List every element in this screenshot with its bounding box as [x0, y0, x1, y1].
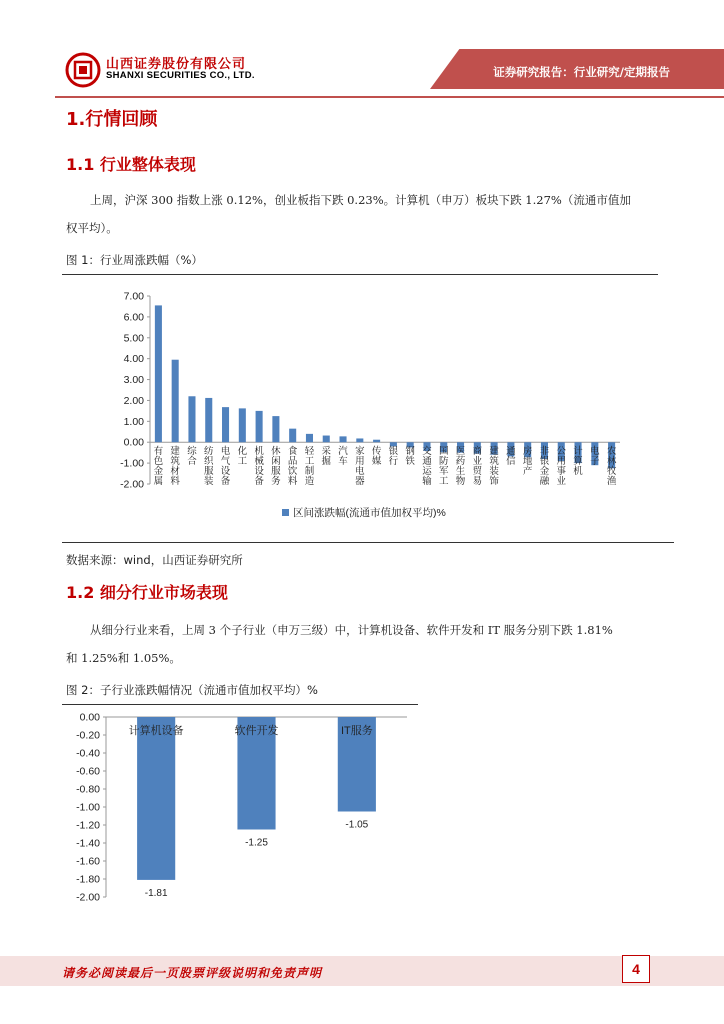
y-tick-label: -0.40: [76, 747, 100, 760]
x-tick-label: 计算机: [573, 446, 583, 478]
x-tick-label: 建筑装饰: [489, 446, 499, 488]
bar: [137, 717, 175, 880]
x-tick-label: 机械设备: [254, 446, 264, 488]
figure-1-top-rule: [62, 274, 658, 275]
bar: [172, 360, 179, 443]
bar: [222, 407, 229, 442]
bar: [306, 434, 313, 442]
company-name-cn: 山西证券股份有限公司: [106, 57, 247, 72]
bar: [340, 436, 347, 442]
bar: [373, 440, 380, 443]
x-tick-label: 食品饮料: [287, 446, 298, 488]
y-tick-label: 3.00: [123, 374, 144, 387]
x-tick-label: 通信: [506, 446, 516, 468]
y-tick-label: -2.00: [76, 891, 100, 904]
y-tick-label: 5.00: [123, 332, 144, 345]
x-tick-label: 建筑材料: [170, 446, 180, 488]
report-tag: 证券研究报告：行业研究/定期报告: [493, 65, 670, 79]
category-label: IT服务: [340, 725, 373, 737]
page-header: [0, 0, 724, 98]
header-divider: [55, 96, 724, 98]
x-tick-label: 电子: [590, 446, 600, 468]
y-tick-label: 2.00: [123, 394, 144, 407]
bar: [289, 429, 296, 443]
legend-label: 区间涨跌幅(流通市值加权平均)%: [293, 507, 446, 519]
section-heading-1: 1.行情回顾: [66, 109, 158, 130]
y-tick-label: -2.00: [120, 478, 144, 491]
paragraph-1-line-1: 上周，沪深 300 指数上涨 0.12%，创业板指下跌 0.23%。计算机（申万）板块下跌 1.27%（流通市值加: [90, 193, 631, 207]
x-tick-label: 电气设备: [220, 446, 231, 488]
y-tick-label: 0.00: [123, 436, 144, 449]
figure-1-bottom-rule: [62, 542, 674, 543]
x-tick-label: 农林牧渔: [606, 446, 617, 488]
paragraph-2: [66, 616, 666, 672]
y-tick-label: 7.00: [123, 290, 144, 303]
x-tick-label: 采掘: [321, 446, 332, 468]
paragraph-2-line-1: 从细分行业来看，上周 3 个子行业（申万三级）中，计算机设备、软件开发和 IT 服务分别下跌 1.81%: [90, 623, 613, 637]
x-tick-label: 纺织服装: [203, 446, 214, 488]
x-tick-label: 综合: [187, 446, 197, 468]
x-tick-label: 交通运输: [422, 446, 432, 488]
bar: [188, 396, 195, 442]
x-tick-label: 非银金融: [539, 446, 550, 488]
subsection-heading-1-1: 1.1 行业整体表现: [66, 155, 196, 174]
bar: [272, 416, 279, 442]
x-tick-label: 汽车: [338, 446, 348, 468]
bar: [323, 436, 330, 443]
y-tick-label: 1.00: [123, 415, 144, 428]
figure-2-bar-chart: [62, 706, 482, 911]
x-tick-label: 钢铁: [405, 446, 415, 468]
x-tick-label: 房地产: [522, 446, 533, 478]
x-tick-label: 公用事业: [556, 446, 567, 488]
y-tick-label: -1.80: [76, 873, 100, 886]
data-source: 数据来源：wind，山西证券研究所: [66, 553, 243, 567]
x-tick-label: 医药生物: [455, 446, 466, 488]
bar: [205, 398, 212, 442]
figure-2-top-rule: [62, 704, 418, 705]
bar: [155, 305, 162, 442]
paragraph-1: [66, 186, 666, 242]
bar: [256, 411, 263, 442]
y-tick-label: 4.00: [123, 353, 144, 366]
company-name-en: SHANXI SECURITIES CO., LTD.: [106, 70, 255, 81]
data-label: -1.81: [144, 887, 168, 899]
x-tick-label: 传媒: [371, 446, 382, 468]
page-number: 4: [622, 955, 650, 983]
figure-1-caption: 图 1：行业周涨跌幅（%）: [66, 253, 203, 267]
y-tick-label: -1.20: [76, 819, 100, 832]
x-tick-label: 银行: [388, 446, 399, 468]
legend-swatch: [282, 509, 289, 516]
x-tick-label: 有色金属: [153, 446, 164, 488]
bar: [239, 408, 246, 442]
x-tick-label: 家用电器: [355, 446, 365, 488]
company-logo-icon: [65, 52, 101, 88]
paragraph-1-line-2: 权平均）。: [66, 221, 118, 235]
x-tick-label: 轻工制造: [304, 446, 315, 488]
y-tick-label: -0.20: [76, 729, 100, 742]
subsection-heading-1-2: 1.2 细分行业市场表现: [66, 583, 228, 602]
figure-2-caption: 图 2：子行业涨跌幅情况（流通市值加权平均）%: [66, 683, 318, 697]
category-label: 计算机设备: [128, 725, 184, 737]
category-label: 软件开发: [234, 725, 279, 737]
y-tick-label: 0.00: [79, 711, 100, 724]
figure-1-bar-chart: [0, 280, 724, 550]
x-tick-label: 国防军工: [438, 446, 449, 488]
x-tick-label: 商业贸易: [472, 446, 483, 488]
y-tick-label: 6.00: [123, 311, 144, 324]
data-label: -1.25: [245, 837, 268, 849]
paragraph-2-line-2: 和 1.25%和 1.05%。: [66, 651, 181, 665]
y-tick-label: -1.60: [76, 855, 100, 868]
y-tick-label: -1.00: [120, 457, 144, 470]
y-tick-label: -1.40: [76, 837, 100, 850]
x-tick-label: 化工: [237, 446, 248, 468]
x-tick-label: 休闲服务: [271, 446, 281, 488]
data-label: -1.05: [345, 819, 369, 831]
bar: [356, 438, 363, 442]
footer-disclaimer: 请务必阅读最后一页股票评级说明和免责声明: [62, 966, 323, 980]
y-tick-label: -0.60: [76, 765, 100, 778]
y-tick-label: -1.00: [76, 801, 100, 814]
y-tick-label: -0.80: [76, 783, 100, 796]
